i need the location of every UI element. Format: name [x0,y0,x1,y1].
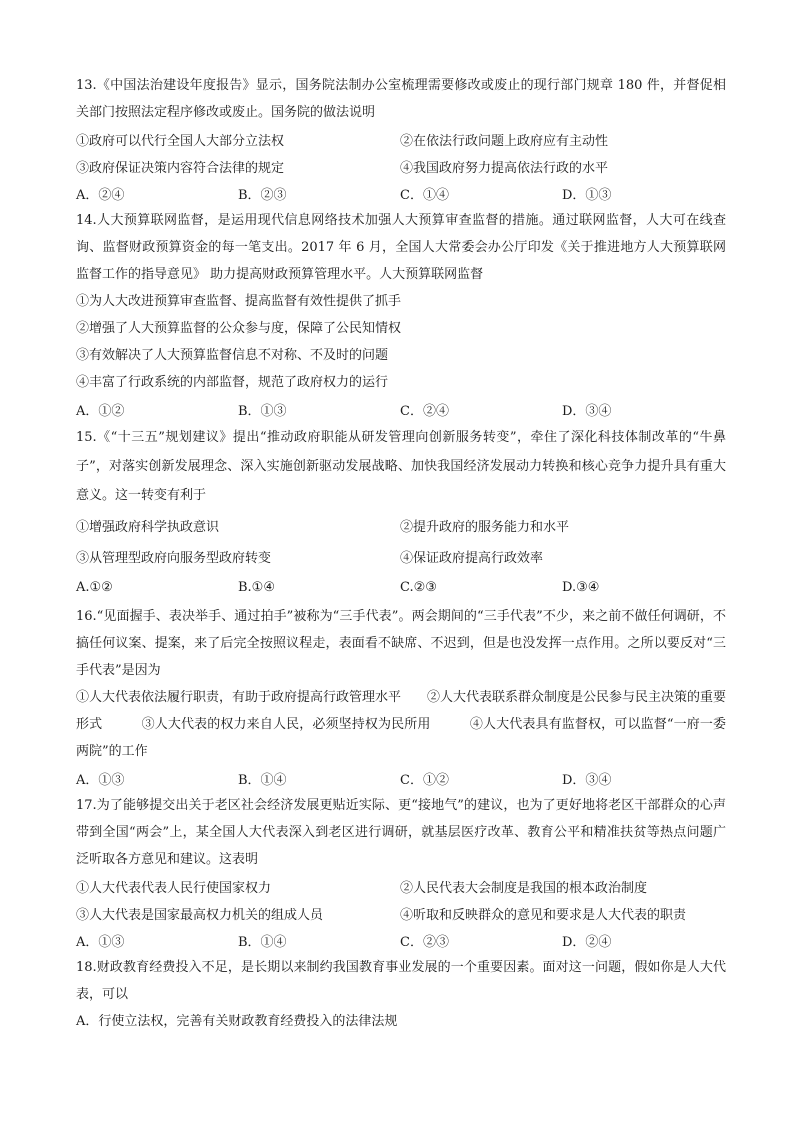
choice-a[interactable]: A.①② [76,580,113,595]
choice-row [76,572,726,603]
statement: ①增强政府科学执政意识 [76,520,220,535]
statement: ③政府保证决策内容符合法律的规定 [76,161,285,176]
choice-d[interactable]: D．②④ [562,935,612,950]
statement: ③有效解决了人大预算监督信息不对称、不及时的问题 [76,348,389,363]
choice-d[interactable]: D．③④ [562,404,612,419]
statement: ④我国政府努力提高依法行政的水平 [400,161,609,176]
statement: ③从管理型政府向服务型政府转变 [76,551,272,566]
choice-b[interactable]: B．①④ [238,773,287,788]
question-15 [76,423,726,603]
choice-row [76,396,726,423]
choice-a[interactable]: A．行使立法权，完善有关财政教育经费投入的法律法规 [76,1014,398,1029]
statement: ①政府可以代行全国人大部分立法权 [76,134,285,149]
question-17 [76,792,726,954]
statement: ②提升政府的服务能力和水平 [400,520,570,535]
choice-b[interactable]: B.①④ [238,580,275,595]
choice-a[interactable]: A．①② [76,404,125,419]
statement: ②在依法行政问题上政府应有主动性 [400,134,609,149]
choice-b[interactable]: B．②③ [238,188,287,203]
choice-row [76,927,726,954]
question-18 [76,954,726,1035]
choice-c[interactable]: C．②③ [400,935,449,950]
statement: ④听取和反映群众的意见和要求是人大代表的职责 [400,908,687,923]
statement: ③人大代表是国家最高权力机关的组成人员 [76,908,324,923]
statement-row [76,153,726,180]
question-list [76,72,726,1035]
choice-a[interactable]: A．①③ [76,935,125,950]
statement: ①为人大改进预算审查监督、提高监督有效性提供了抓手 [76,294,402,309]
statement-row [76,873,726,900]
choice-c[interactable]: C．①② [400,773,449,788]
question-14 [76,207,726,423]
choice-c[interactable]: C.②③ [400,580,437,595]
choice-row [76,765,726,792]
statement: ②增强了人大预算监督的公众参与度，保障了公民知情权 [76,321,402,336]
statement-row [76,510,726,541]
choice-b[interactable]: B．①③ [238,404,287,419]
question-16 [76,603,726,792]
statement: ①人大代表代表人民行使国家权力 [76,881,272,896]
choice-c[interactable]: C．②④ [400,404,449,419]
choice-d[interactable]: D.③④ [562,580,600,595]
choice-d[interactable]: D．③④ [562,773,612,788]
question-stem: 17.为了能够提交出关于老区社会经济发展更贴近实际、更“接地气”的建议，也为了更好地将老区干部群众的心声带到全国“两会”上，某全国人大代表深入到老区进行调研，就基层医疗改革、教育公平和精准扶贫等热点问题广泛听取各方意见和建议。这表明 [76,798,726,867]
question-stem: 18.财政教育经费投入不足，是长期以来制约我国教育事业发展的一个重要因素。面对这一问题，假如你是人大代表，可以 [76,960,726,1002]
choice-c[interactable]: C．①④ [400,188,449,203]
statement-row [76,900,726,927]
statement-row [76,541,726,572]
question-stem: 13.《中国法治建设年度报告》显示，国务院法制办公室梳理需要修改或废止的现行部门规章 180 件，并督促相关部门按照法定程序修改或废止。国务院的做法说明 [76,78,726,120]
statement: ②人民代表大会制度是我国的根本政治制度 [400,881,648,896]
statement-row [76,126,726,153]
choice-d[interactable]: D．①③ [562,188,612,203]
choice-b[interactable]: B．①④ [238,935,287,950]
statement: ④保证政府提高行政效率 [400,551,544,566]
choice-a[interactable]: A．①③ [76,773,125,788]
choice-a[interactable]: A．②④ [76,188,125,203]
question-13 [76,72,726,207]
question-stem: 16.“见面握手、表决举手、通过拍手”被称为“三手代表”。两会期间的“三手代表”不少，来之前不做任何调研，不搞任何议案、提案，来了后完全按照议程走，表面看不缺席、不迟到，但是也没发挥一点作用。之所以要反对“三手代表”是因为 [76,609,726,678]
choice-row [76,180,726,207]
question-stem: 15.《“十三五”规划建议》提出“推动政府职能从研发管理向创新服务转变”，牵住了深化科技体制改革的“牛鼻子”，对落实创新发展理念、深入实施创新驱动发展战略、加快我国经济发展动力转换和核心竞争力提升具有重大意义。这一转变有利于 [76,430,726,503]
statement: ④丰富了行政系统的内部监督，规范了政府权力的运行 [76,375,389,390]
question-stem: 14.人大预算联网监督，是运用现代信息网络技术加强人大预算审查监督的措施。通过联网监督，人大可在线查询、监督财政预算资金的每一笔支出。2017 年 6 月，全国人大常委会办公厅印发《关于推进地方人大预算联网监督工作的指导意见》 助力提高财政预算管理水平。人大预算联网监督 [76,213,726,282]
statements-inline: ①人大代表依法履行职责，有助于政府提高行政管理水平 ②人大代表联系群众制度是公民参与民主决策的重要形式 ③人大代表的权力来自人民，必须坚持权为民所用 ④人大代表具有监督权，可以监督“一府一委两院”的工作 [76,690,727,759]
